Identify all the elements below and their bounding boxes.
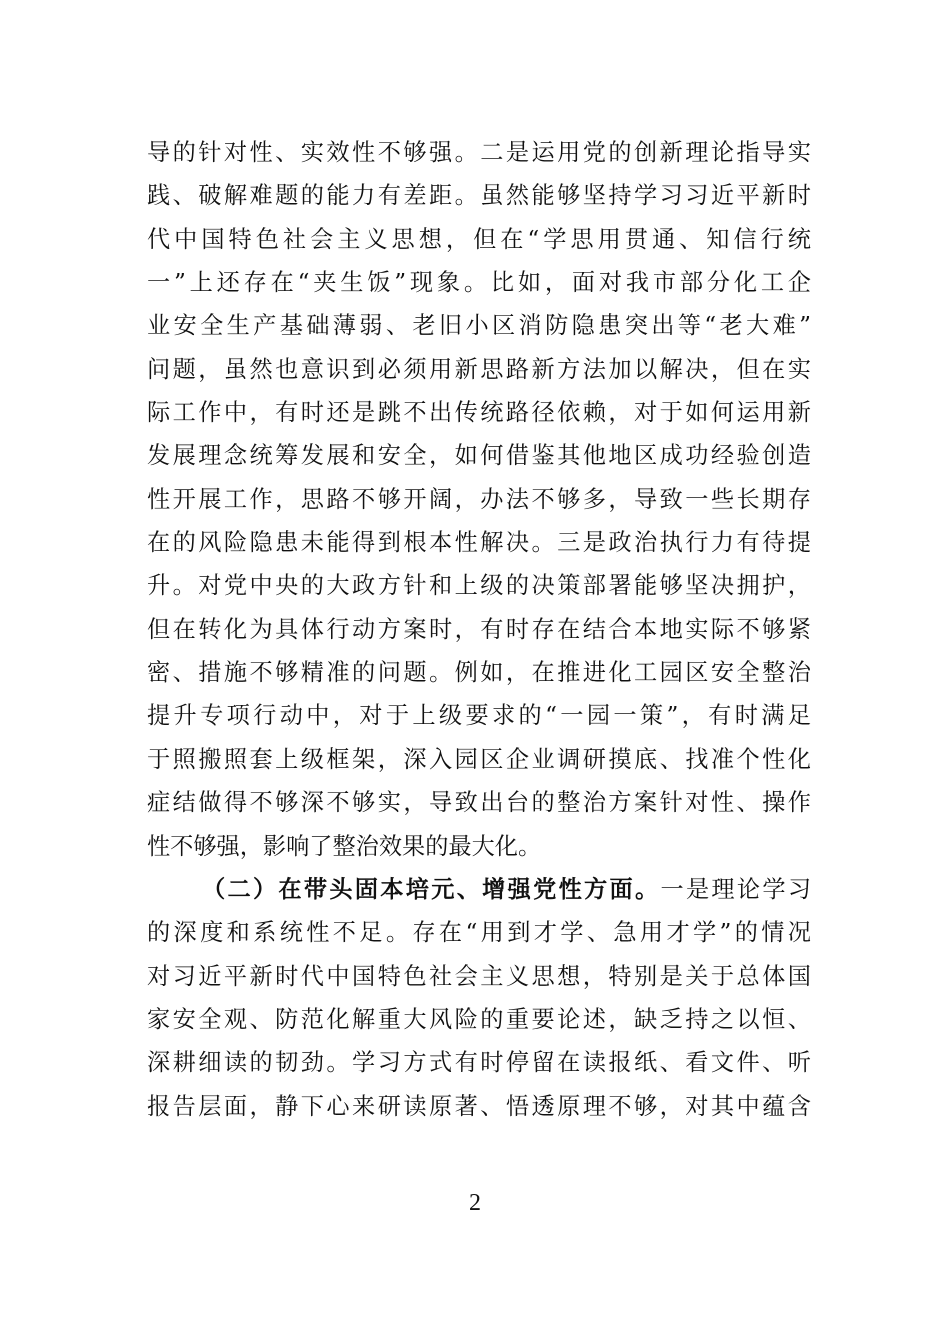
page-number: 2 [469,1190,481,1216]
paragraph-line: 性不够强，影响了整治效果的最大化。 [147,832,542,860]
paragraph-line: 密、措施不够精准的问题。例如，在推进化工园区安全整治 [147,659,811,687]
paragraph-line: 在的风险隐患未能得到根本性解决。三是政治执行力有待提 [147,529,811,557]
paragraph-line: 但在转化为具体行动方案时，有时存在结合本地实际不够紧 [147,615,811,643]
paragraph-line: 报告层面，静下心来研读原著、悟透原理不够，对其中蕴含 [147,1092,811,1120]
paragraph-line: 症结做得不够深不够实，导致出台的整治方案针对性、操作 [147,789,811,817]
paragraph-line: 对习近平新时代中国特色社会主义思想，特别是关于总体国 [147,962,811,990]
paragraph-line: 的深度和系统性不足。存在“用到才学、急用才学”的情况 [147,919,811,947]
section-heading-continuation: 一是理论学习 [660,875,812,903]
paragraph-line: 问题，虽然也意识到必须用新思路新方法加以解决，但在实 [147,355,811,383]
section-heading: （二）在带头固本培元、增强党性方面。 [202,875,661,903]
paragraph-line: 导的针对性、实效性不够强。二是运用党的创新理论指导实 [147,139,811,166]
paragraph-line: 提升专项行动中，对于上级要求的“一园一策”，有时满足 [147,702,811,730]
paragraph-line: 性开展工作，思路不够开阔，办法不够多，导致一些长期存 [147,485,811,513]
paragraph-line: 践、破解难题的能力有差距。虽然能够坚持学习习近平新时 [147,182,811,210]
paragraph-line: 家安全观、防范化解重大风险的重要论述，缺乏持之以恒、 [147,1005,811,1033]
paragraph-line: 一”上还存在“夹生饭”现象。比如，面对我市部分化工企 [147,269,811,297]
paragraph-line: 升。对党中央的大政方针和上级的决策部署能够坚决拥护， [147,572,811,600]
paragraph-line: 际工作中，有时还是跳不出传统路径依赖，对于如何运用新 [147,399,811,427]
paragraph-line: 代中国特色社会主义思想，但在“学思用贯通、知信行统 [147,225,811,253]
paragraph-line: 业安全生产基础薄弱、老旧小区消防隐患突出等“老大难” [147,312,811,340]
paragraph-line: 发展理念统筹发展和安全，如何借鉴其他地区成功经验创造 [147,442,811,470]
section-heading-line [147,868,811,911]
paragraph-line: 于照搬照套上级框架，深入园区企业调研摸底、找准个性化 [147,745,811,773]
paragraph-line: 深耕细读的韧劲。学习方式有时停留在读报纸、看文件、听 [147,1049,811,1077]
body-text [147,131,811,1128]
